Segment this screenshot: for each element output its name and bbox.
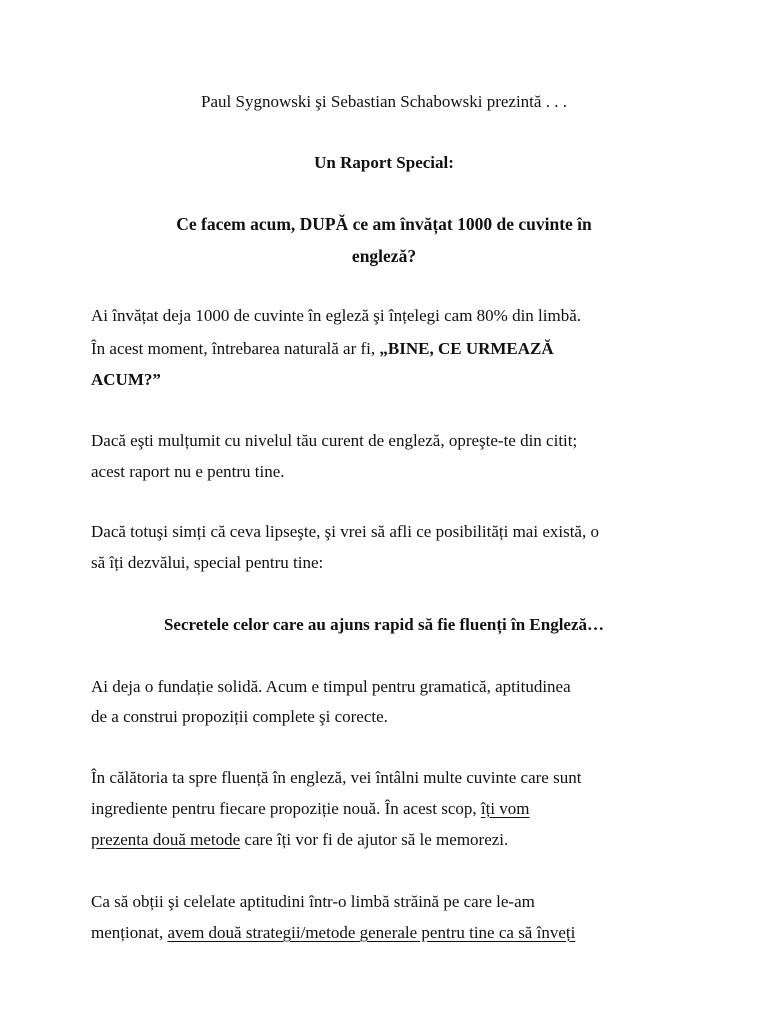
paragraph-3-line2: să îți dezvălui, special pentru tine: (91, 553, 324, 572)
paragraph-5-line3 (91, 830, 508, 850)
paragraph-5-line1: În călătoria ta spre fluență în engleză, vei întâlni multe cuvinte care sunt (91, 768, 582, 787)
report-subtitle-line1: Ce facem acum, DUPĂ ce am învățat 1000 de cuvinte în (176, 214, 592, 234)
presenters-line: Paul Sygnowski şi Sebastian Schabowski prezintă . . . (201, 92, 567, 111)
paragraph-2-line2: acest raport nu e pentru tine. (91, 462, 285, 481)
paragraph-5-underlined-end: prezenta două metode (91, 830, 241, 849)
paragraph-5-underlined-start: îți vom (480, 799, 530, 818)
paragraph-1-line2 (91, 339, 554, 359)
paragraph-2-line1: Dacă eşti mulțumit cu nivelul tău curent de engleză, opreşte-te din citit; (91, 431, 578, 450)
secrets-heading: Secretele celor care au ajuns rapid să fie fluenți în Engleză… (163, 615, 605, 634)
paragraph-1-bold-question: „BINE, CE URMEAZĂ (379, 339, 554, 358)
paragraph-6-underlined: avem două strategii/metode generale pentru tine ca să înveți (167, 923, 576, 942)
paragraph-1-line1: Ai învățat deja 1000 de cuvinte în egleză şi înțelegi cam 80% din limbă. (91, 306, 582, 325)
paragraph-1-line3: ACUM?” (91, 370, 161, 389)
paragraph-1-text: În acest moment, întrebarea naturală ar fi, (91, 339, 380, 358)
paragraph-6-text: menționat, (91, 923, 168, 942)
paragraph-6-line2 (91, 923, 575, 943)
paragraph-5-text-end: care îți vor fi de ajutor să le memorezi. (240, 830, 509, 849)
paragraph-5-line2 (91, 799, 530, 819)
paragraph-6-line1: Ca să obții şi celelate aptitudini într-o limbă străină pe care le-am (91, 892, 535, 911)
paragraph-5-text: ingrediente pentru fiecare propoziție nouă. În acest scop, (91, 799, 481, 818)
report-subtitle-line2: engleză? (351, 246, 417, 266)
paragraph-4-line2: de a construi propoziții complete şi corecte. (91, 707, 388, 726)
paragraph-4-line1: Ai deja o fundație solidă. Acum e timpul pentru gramatică, aptitudinea (91, 677, 571, 696)
report-heading: Un Raport Special: (314, 153, 454, 172)
paragraph-3-line1: Dacă totuşi simți că ceva lipseşte, şi vrei să afli ce posibilități mai există, o (91, 522, 599, 541)
